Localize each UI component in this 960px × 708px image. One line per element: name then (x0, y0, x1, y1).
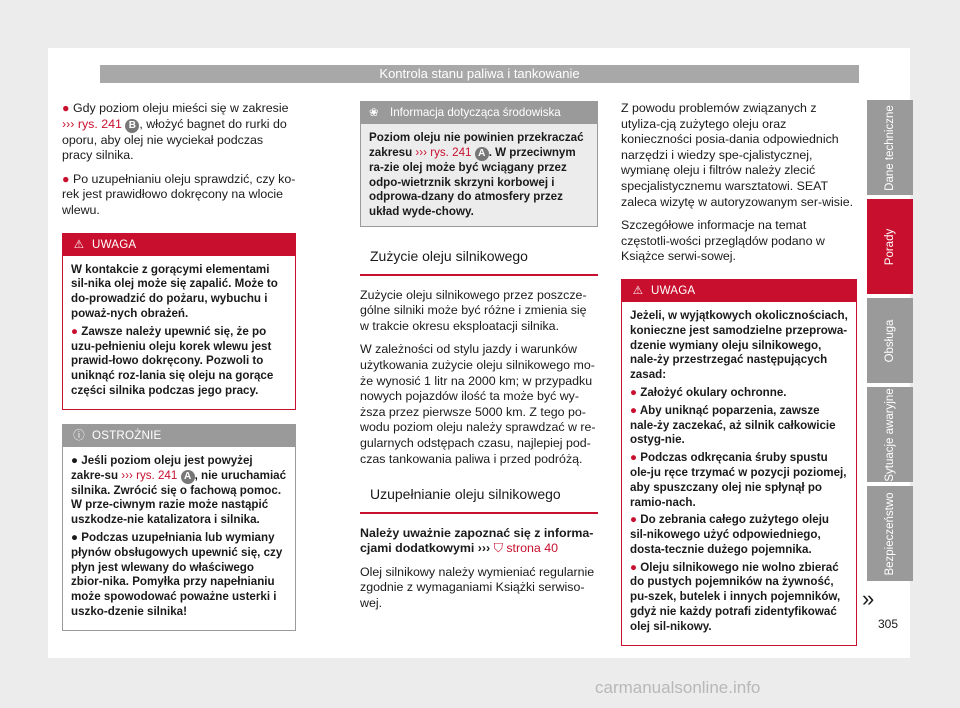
paragraph-dipstick: ● Gdy poziom oleju mieści się w zakresie ››› rys. 241 B , włożyć bagnet do rurki do oporu, aby olej nie wyciekał podczas pracy silnika. (62, 101, 289, 163)
paragraph-disposal: Z powodu problemów związanych z utyliza-cją zużytego oleju oraz konieczności posia-dania odpowiednich narzędzi i wiedzy spe-cjalistycznej, wymianę oleju i filtrów należy zlecić specjalistycznemu warsztatowi. SEAT zaleca wizytę w autoryzowanym ser-wisie. (621, 101, 854, 209)
list-item: ● Do zebrania całego zużytego oleju sil-nikowego użyć odpowiedniego, dosta-tecznie dużego pojemnika. (630, 513, 830, 556)
bullet-icon: ● (630, 403, 638, 417)
caution-box-header: ⓘ OSTROŻNIE (63, 425, 295, 447)
bullet-icon: ● (71, 324, 79, 338)
label-circle-b-icon: B (125, 119, 139, 133)
environment-info-box (360, 101, 598, 227)
column-left (62, 101, 296, 643)
bullet-icon: ● (630, 451, 638, 465)
watermark: carmanualsonline.info (595, 678, 761, 697)
list-item: ● Oleju silnikowego nie wolno zbierać do pustych pojemników na żywność, pu-szek, butelek i innych pojemników, gdyż nie każdy potrafi zidentyfikować olej sil-nikowy. (630, 560, 841, 633)
label-circle-a-icon: A (181, 470, 195, 484)
list-item: ● Podczas odkręcania śruby spustu ole-ju ręce trzymać w pozycji poziomej, aby spuszczany olej nie spłynął po ramio-nach. (630, 451, 847, 509)
info-circle-icon: ⓘ (73, 428, 85, 442)
figure-reference-link[interactable]: ››› rys. 241 (62, 116, 122, 131)
paragraph-consumption-intro: Zużycie oleju silnikowego przez poszcze-gólne silniki może być różne i zmienia się w trakcie okresu eksploatacji silnika. (360, 287, 587, 333)
tab-porady[interactable]: Porady (867, 199, 913, 294)
bullet-icon: ● (71, 530, 79, 544)
figure-reference-link[interactable]: ››› rys. 241 (415, 145, 472, 159)
warning-box (62, 233, 296, 410)
warning-box-body: W kontakcie z gorącymi elementami sil-nika olej może się zapalić. Może to do-prowadzić do pożaru, wybuchu i poważ-nych obrażeń. ● Zawsze należy upewnić się, że po uzu-pełnieniu oleju korek wlewu jest prawid-łowo dokręcony. Pozwoli to uniknąć roz-lania się oleju na gorące części silnika podczas jego pracy. (71, 262, 278, 397)
page-header: Kontrola stanu paliwa i tankowanie (100, 65, 859, 83)
warning-box-header: ⚠ UWAGA (622, 280, 856, 302)
warning-triangle-icon: ⚠ (632, 283, 644, 297)
section-heading-oil-consumption: Zużycie oleju silnikowego (360, 243, 598, 276)
paragraph-service-book: Olej silnikowy należy wymieniać regularnie zgodnie z wymaganiami Książki serwiso-wej. (360, 564, 595, 611)
bullet-icon: ● (630, 560, 638, 574)
warning-triangle-icon: ⚠ (73, 237, 85, 251)
section-heading-oil-refill: Uzupełnianie oleju silnikowego (360, 481, 598, 514)
warning-box-body: Jeżeli, w wyjątkowych okolicznościach, konieczne jest samodzielne przeprowa-dzenie wymiany oleju silnikowego, nale-ży przestrzegać następujących zasad: ● Założyć okulary ochronne. ● Aby uniknąć poparzenia, zawsze nale-ży zaczekać, aż silnik całkowicie ostyg-nie. ● Podczas odkręcania śruby spustu ole-ju ręce trzymać w pozycji poziomej, aby spuszczany olej nie spłynął po ramio-nach. ● Do zebrania całego zużytego oleju sil-nikowego użyć odpowiedniego, dosta-tecznie dużego pojemnika. ● Oleju silnikowego nie wolno zbierać do pustych pojemników na żywność, pu-szek, butelek i innych pojemników, gdyż nie każdy potrafi zidentyfikować olej sil-nikowy. (630, 308, 848, 633)
paragraph-consumption-details: W zależności od stylu jazdy i warunków użytkowania zużycie oleju silnikowego mo-że wynosić 1 litr na 2000 km; w przypadku nowych pojazdów ilość ta może być wy-ższa przez pierwsze 5000 km. Z tego po-wodu poziom oleju należy sprawdzać w re-gularnych odstępach czasu, najlepiej pod-czas tankowania paliwa i przed podróżą. (360, 342, 596, 466)
tab-bezpieczenstwo[interactable]: Bezpieczeństwo (867, 486, 913, 581)
warning-box-header: ⚠ UWAGA (63, 234, 295, 256)
list-item: ● Założyć okulary ochronne. (630, 385, 787, 399)
tip-icon: ⛉ (493, 541, 503, 556)
column-middle (360, 101, 598, 620)
list-item: ● Aby uniknąć poparzenia, zawsze nale-ży zaczekać, aż silnik całkowicie ostyg-nie. (630, 403, 836, 447)
bullet-icon: ● (71, 453, 79, 467)
caution-box (62, 424, 296, 631)
paragraph-service-intervals: Szczegółowe informacje na temat częstotli-wości przeglądów podano w Książce serwi-sowej. (621, 218, 825, 264)
label-circle-a-icon: A (475, 147, 489, 161)
bullet-icon: ● (62, 171, 70, 186)
tab-dane-techniczne[interactable]: Dane techniczne (867, 100, 913, 195)
bullet-icon: ● (62, 101, 70, 115)
leaf-icon: ❀ (369, 106, 379, 119)
tab-sytuacje-awaryjne[interactable]: Sytuacje awaryjne (867, 387, 913, 482)
paragraph-cap-check: ● Po uzupełnianiu oleju sprawdzić, czy ko-rek jest prawidłowo dokręcony na wlocie wlewu. (62, 171, 296, 217)
page-reference-link[interactable]: strona 40 (506, 541, 559, 556)
continue-arrow-icon: » (862, 586, 875, 611)
figure-reference-link[interactable]: ››› rys. 241 (121, 468, 178, 482)
bullet-icon: ● (630, 513, 638, 527)
paragraph-refill-note: Należy uważnie zapoznać się z informa-cjami dodatkowymi ››› ⛉ strona 40 (360, 525, 594, 556)
warning-box (621, 279, 857, 646)
page-number: 305 (878, 617, 899, 631)
bullet-icon: ● (630, 385, 638, 399)
environment-box-header: ❀ Informacja dotycząca środowiska (361, 102, 597, 124)
column-right (621, 101, 857, 658)
caution-box-body: ● Jeśli poziom oleju jest powyżej zakre-su ››› rys. 241 A , nie uruchamiać silnika. Zwrócić się o fachową pomoc. W prze-ciwnym razie może nastąpić uszkodze-nie katalizatora i silnika. ● Podczas uzupełniania lub wymiany płynów obsługowych upewnić się, czy płyn jest wlewany do właściwego zbior-nika. Pomyłka przy napełnianiu może spowodować poważne usterki i uszko-dzenie silnika! (71, 453, 287, 618)
tab-obsluga[interactable]: Obsługa (867, 298, 913, 383)
environment-box-body: Poziom oleju nie powinien przekraczać zakresu ››› rys. 241 A . W przeciwnym ra-zie olej może być wciągany przez odpo-wietrznik skrzyni korbowej i odprowa-dzany do atmosfery przez układ wyde-chowy. (361, 124, 597, 226)
